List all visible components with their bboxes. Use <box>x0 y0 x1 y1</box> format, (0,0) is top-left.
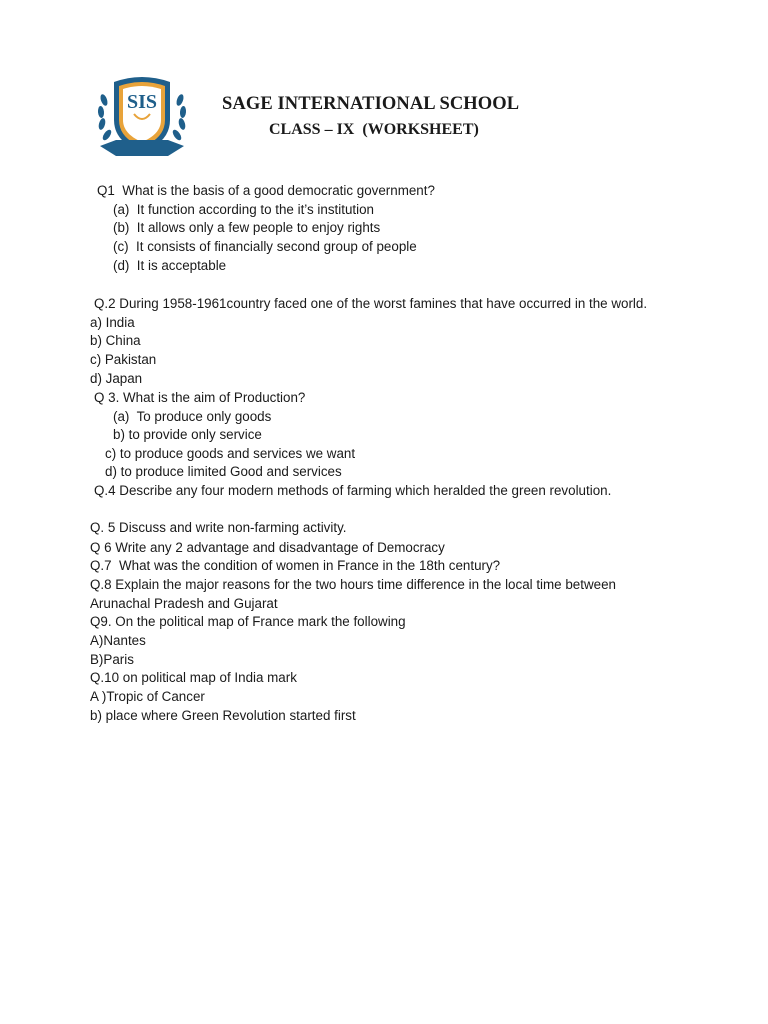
question-10: Q.10 on political map of India mark <box>90 670 297 685</box>
school-logo <box>94 70 190 162</box>
q3-option-b: b) to provide only service <box>113 427 262 442</box>
question-8: Q.8 Explain the major reasons for the two hours time difference in the local time between <box>90 577 616 592</box>
q1-option-c: (c) It consists of financially second group of people <box>113 239 417 254</box>
q2-option-a: a) India <box>90 315 135 330</box>
worksheet-title: CLASS – IX (WORKSHEET) <box>269 121 479 138</box>
q1-option-a: (a) It function according to the it’s institution <box>113 202 375 217</box>
logo-monogram-text: SIS <box>126 91 158 113</box>
q10-item-b: b) place where Green Revolution started first <box>90 708 356 723</box>
q3-option-a: (a) To produce only goods <box>113 409 272 424</box>
question-3: Q 3. What is the aim of Production? <box>94 390 306 405</box>
question-6: Q 6 Write any 2 advantage and disadvantage of Democracy <box>90 540 445 555</box>
question-5: Q. 5 Discuss and write non-farming activity. <box>90 520 347 535</box>
q1-option-d: (d) It is acceptable <box>113 258 227 273</box>
question-2: Q.2 During 1958-1961country faced one of the worst famines that have occurred in the world. <box>94 296 648 311</box>
question-9: Q9. On the political map of France mark the following <box>90 614 406 629</box>
q3-option-c: c) to produce goods and services we want <box>105 446 356 461</box>
question-4: Q.4 Describe any four modern methods of farming which heralded the green revolution. <box>94 483 612 498</box>
question-7: Q.7 What was the condition of women in France in the 18th century? <box>90 558 501 573</box>
q9-item-a: A)Nantes <box>90 633 146 648</box>
q9-item-b: B)Paris <box>90 652 134 667</box>
q2-option-d: d) Japan <box>90 371 143 386</box>
q2-option-b: b) China <box>90 333 141 348</box>
school-name: SAGE INTERNATIONAL SCHOOL <box>222 94 520 114</box>
q1-option-b: (b) It allows only a few people to enjoy rights <box>113 220 381 235</box>
question-8-cont: Arunachal Pradesh and Gujarat <box>90 596 278 611</box>
q2-option-c: c) Pakistan <box>90 352 157 367</box>
q10-item-a: A )Tropic of Cancer <box>90 689 205 704</box>
question-1: Q1 What is the basis of a good democratic government? <box>97 183 435 198</box>
q3-option-d: d) to produce limited Good and services <box>105 464 342 479</box>
